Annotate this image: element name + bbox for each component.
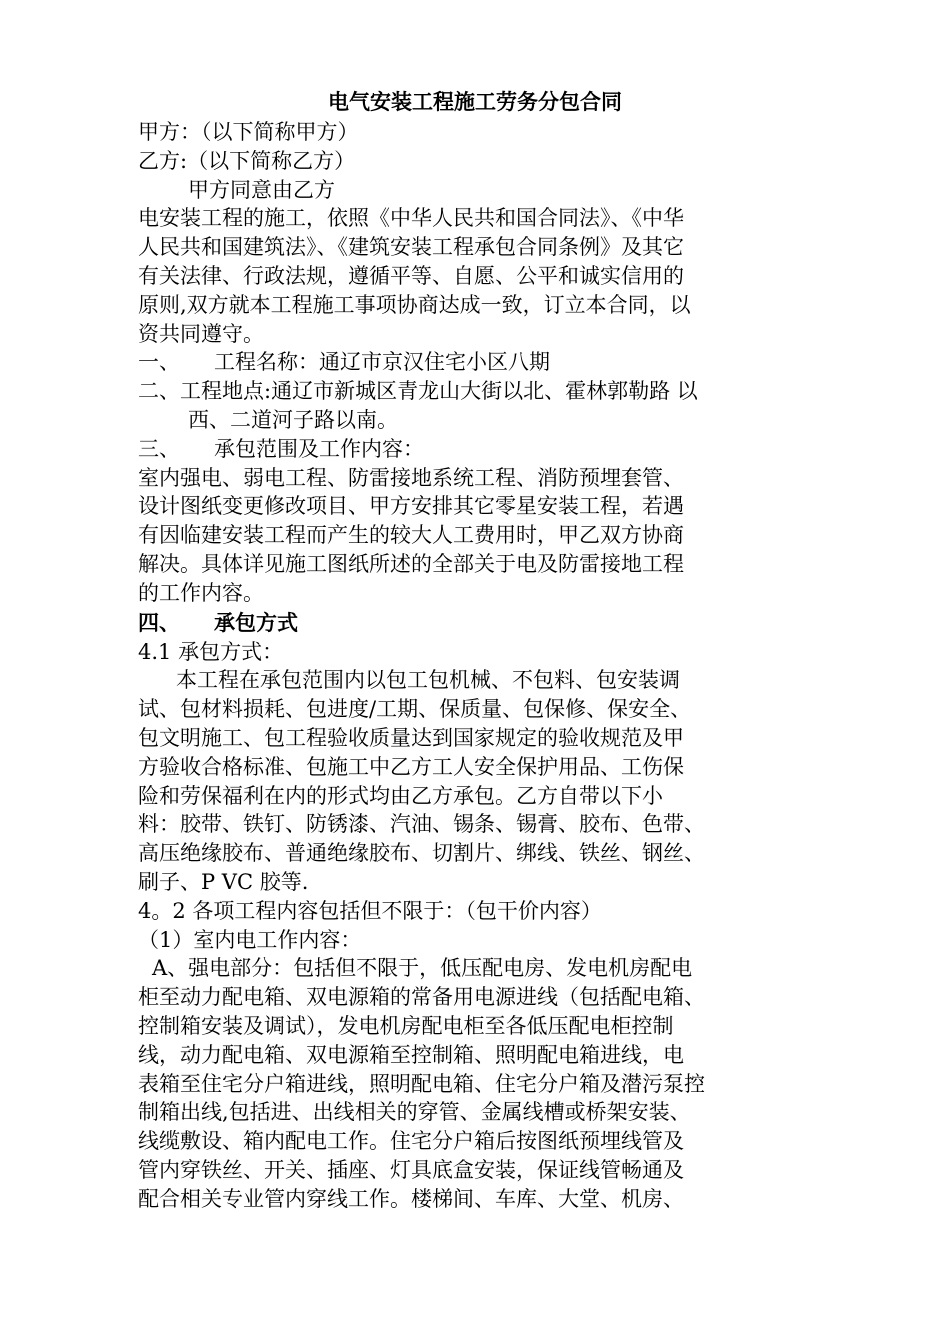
document-body — [138, 118, 828, 1213]
section-2-line: 西、二道河子路以南。 — [188, 407, 398, 432]
section-4-heading — [138, 608, 828, 638]
section-2-line: 二、工程地点:通辽市新城区青龙山大街以北、霍林郭勒路 以 — [138, 379, 698, 404]
intro-line: 人民共和国建筑法》、《建筑安装工程承包合同条例》及其它 — [138, 235, 684, 260]
subsection-4-2: 4。2 各项工程内容包括但不限于：（包干价内容） — [138, 898, 602, 923]
strong-current-line: 管内穿铁丝、开关、插座、灯具底盒安装，保证线管畅通及 — [138, 1157, 684, 1182]
mode-line: 试、包材料损耗、包进度/工期、保质量、包保修、保安全、 — [138, 697, 692, 722]
section-3 — [138, 435, 828, 464]
mode-line: 料：胶带、铁钉、防锈漆、汽油、锡条、锡膏、胶布、色带、 — [138, 812, 705, 837]
strong-current-line: 配合相关专业管内穿线工作。楼梯间、车库、大堂、机房、 — [138, 1186, 684, 1211]
intro-line: 甲方同意由乙方 — [188, 177, 335, 202]
mode-line: 高压绝缘胶布、普通绝缘胶布、切割片、绑线、铁丝、钢丝、 — [138, 841, 705, 866]
mode-line: 刷子、P VC 胶等. — [138, 869, 309, 894]
strong-current-line: 制箱出线,包括进、出线相关的穿管、金属线槽或桥架安装、 — [138, 1100, 691, 1125]
subsection-4-1: 4.1 承包方式： — [138, 639, 284, 664]
intro-line: 资共同遵守。 — [138, 321, 264, 346]
scope-line: 有因临建安装工程而产生的较大人工费用时，甲乙双方协商 — [138, 523, 684, 548]
party-b-line: 乙方:（以下简称乙方） — [138, 148, 356, 173]
intro-line: 电安装工程的施工，依照《中华人民共和国合同法》、《中华 — [138, 206, 684, 231]
scope-line: 室内强电、弱电工程、防雷接地系统工程、消防预埋套管、 — [138, 465, 684, 490]
intro-line: 原则,双方就本工程施工事项协商达成一致，订立本合同，以 — [138, 292, 691, 317]
subsection-4-2-1: （1）室内电工作内容： — [138, 927, 362, 952]
document-title: 电气安装工程施工劳务分包合同 — [328, 90, 622, 114]
mode-line: 包文明施工、包工程验收质量达到国家规定的验收规范及甲 — [138, 725, 684, 750]
party-a-line: 甲方：（以下简称甲方） — [138, 120, 359, 144]
strong-current-line: 表箱至住宅分户箱进线，照明配电箱、住宅分户箱及潜污泵控 — [138, 1071, 705, 1096]
section-3-number: 三、 — [138, 436, 180, 461]
section-1 — [138, 348, 828, 377]
strong-current-line: A、强电部分：包括但不限于，低压配电房、发电机房配电 — [152, 956, 693, 981]
section-3-text: 承包范围及工作内容： — [214, 436, 424, 461]
scope-line: 解决。具体详见施工图纸所述的全部关于电及防雷接地工程 — [138, 551, 684, 576]
scope-line: 设计图纸变更修改项目、甲方安排其它零星安装工程，若遇 — [138, 494, 684, 519]
mode-line: 方验收合格标准、包施工中乙方工人安全保护用品、工伤保 — [138, 754, 684, 779]
mode-line: 险和劳保福利在内的形式均由乙方承包。乙方自带以下小 — [138, 783, 663, 808]
strong-current-line: 线缆敷设、箱内配电工作。住宅分户箱后按图纸预埋线管及 — [138, 1129, 684, 1154]
scope-line: 的工作内容。 — [138, 580, 264, 605]
intro-line: 有关法律、行政法规，遵循平等、自愿、公平和诚实信用的 — [138, 263, 684, 288]
strong-current-line: 柜至动力配电箱、双电源箱的常备用电源进线（包括配电箱、 — [138, 985, 705, 1010]
section-1-number: 一、 — [138, 350, 180, 375]
section-1-text: 工程名称：通辽市京汉住宅小区八期 — [214, 350, 550, 375]
section-4-number: 四、 — [138, 610, 180, 635]
section-4-text: 承包方式 — [214, 610, 298, 635]
strong-current-line: 控制箱安装及调试），发电机房配电柜至各低压配电柜控制 — [138, 1013, 674, 1038]
mode-line: 本工程在承包范围内以包工包机械、不包料、包安装调 — [176, 668, 680, 693]
strong-current-line: 线，动力配电箱、双电源箱至控制箱、照明配电箱进线，电 — [138, 1042, 684, 1067]
